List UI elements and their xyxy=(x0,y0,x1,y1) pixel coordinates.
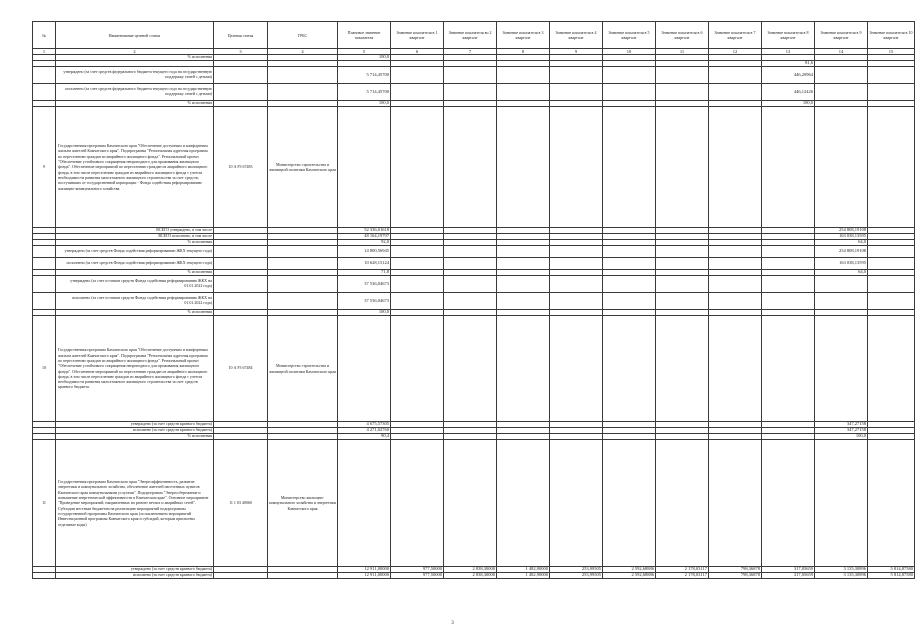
table-row xyxy=(33,293,915,310)
table-row xyxy=(33,258,915,270)
column-number: 1 xyxy=(33,49,56,55)
value-cell: 977,50000 xyxy=(391,573,444,579)
table-row xyxy=(33,67,915,84)
program-name: Государственная программа Камчатского края "Обеспечение доступным и комфортным жильем жителей Камчатского края". Подпрограмма "Региональная адресная программа по переселению граждан из аварийного жилищного фонда". Региональный проект "Обеспечение устойчивого сокращения непригодного для проживания жилищного фонда". Обеспечение мероприятий по переселению граждан из аварийного жилищного фонда, в том числе переселению граждан из аварийного жилищного фонда с учетом необходимости развития малоэтажного жилищного строительства за счет средств краевого бюджета. xyxy=(56,316,214,422)
plan-value: 10 628,15124 xyxy=(338,258,391,270)
row-label: ВСЕГО утверждено, в том числе xyxy=(56,228,214,234)
column-number: 13 xyxy=(762,49,815,55)
item-10-header-row xyxy=(33,316,915,422)
value-cell: 317,05659 xyxy=(762,567,815,573)
value-cell: 100,0 xyxy=(815,434,868,440)
report-sheet xyxy=(32,21,913,579)
column-number: 5 xyxy=(338,49,391,55)
row-label: % исполнения xyxy=(56,55,214,61)
row-label: утверждено (за счет средств федерального бюджета текущего года на государственную поддержку семей с детьми) xyxy=(56,67,214,84)
value-cell: 446,20964 xyxy=(762,67,815,84)
value-cell xyxy=(815,293,868,310)
value-cell: 3 135,30896 xyxy=(815,573,868,579)
table-row xyxy=(33,276,915,293)
value-cell: 163 038,13595 xyxy=(815,258,868,270)
program-name: Государственная программа Камчатского края "Энергоэффективность, развитие энергетики и коммунального хозяйства, обеспечение жителей населенных пунктов Камчатского края коммунальными услугами". Подпрограмма "Энергосбережение и повышение энергетической эффективности в Камчатском крае". Основное мероприятие "Проведение мероприятий, направленных на ремонт ветхих и аварийных сетей". Субсидии местным бюджетам на реализацию мероприятий подпрограммы государственной программы Камчатского края (за исключением мероприятий Инвестиционной программы Камчатского края и субсидий, которым присвоены отдельные коды) xyxy=(56,440,214,567)
plan-value: 92,0 xyxy=(338,240,391,246)
plan-value: 12 911,00000 xyxy=(338,573,391,579)
value-cell: 3 135,30896 xyxy=(815,567,868,573)
header-q10: Значение показателя в 10 квартале xyxy=(868,22,915,49)
plan-value: 100,0 xyxy=(338,55,391,61)
value-cell: 347,27158 xyxy=(815,422,868,428)
header-plan: Плановое значение показателя xyxy=(338,22,391,49)
item-9-header-row xyxy=(33,107,915,228)
value-cell: 64,0 xyxy=(815,270,868,276)
value-cell: 2 178,03117 xyxy=(656,573,709,579)
column-number: 15 xyxy=(868,49,915,55)
page-number: 3 xyxy=(451,621,454,626)
plan-value: 4 271,02760 xyxy=(338,428,391,434)
value-cell: 81,6 xyxy=(762,61,815,67)
row-label: % исполнения xyxy=(56,310,214,316)
row-label: % исполнения xyxy=(56,270,214,276)
value-cell: 2 838,30000 xyxy=(444,573,497,579)
target-code: 11 1 03 40060 xyxy=(214,440,268,567)
header-grbs: ГРБС xyxy=(268,22,338,49)
header-q2: Значение показателя во 2 квартале xyxy=(444,22,497,49)
grbs-name: Министерство жилищно-коммунального хозяйства и энергетики Камчатского края xyxy=(268,440,338,567)
plan-value: 100,0 xyxy=(338,101,391,107)
value-cell: 5 814,87580 xyxy=(868,573,915,579)
table-row xyxy=(33,573,915,579)
value-cell: 798,36878 xyxy=(709,567,762,573)
value-cell: 1 482,90000 xyxy=(497,573,550,579)
plan-value: 5 714,45700 xyxy=(338,67,391,84)
item-number: 10 xyxy=(33,316,56,422)
row-label: утверждено (за счет средств краевого бюджета) xyxy=(56,567,214,573)
target-code: 10 А F3 67484 xyxy=(214,316,268,422)
plan-value: 4 675,57305 xyxy=(338,422,391,428)
table-row xyxy=(33,246,915,258)
column-number: 6 xyxy=(391,49,444,55)
header-name: Наименование целевой статьи xyxy=(56,22,214,49)
item-number: 9 xyxy=(33,107,56,228)
budget-table xyxy=(32,21,915,579)
plan-value: 37 536,04673 xyxy=(338,293,391,310)
value-cell: 317,05659 xyxy=(762,573,815,579)
column-number: 3 xyxy=(214,49,268,55)
header-q8: Значение показателя в 8 квартале xyxy=(762,22,815,49)
value-cell: 1 482,90000 xyxy=(497,567,550,573)
row-label: утверждено (за счет остатков средств Фонда содействия реформированию ЖКХ на 01.01.2022 года) xyxy=(56,276,214,293)
value-cell: 254 808,19108 xyxy=(815,228,868,234)
value-cell: 2 592,68886 xyxy=(603,573,656,579)
column-number: 4 xyxy=(268,49,338,55)
plan-value: 71,8 xyxy=(338,270,391,276)
value-cell: 347,27158 xyxy=(815,428,868,434)
header-code: Целевая статья xyxy=(214,22,268,49)
value-cell: 253,99505 xyxy=(550,573,603,579)
column-number: 9 xyxy=(550,49,603,55)
value-cell: 2 838,30000 xyxy=(444,567,497,573)
column-number: 11 xyxy=(656,49,709,55)
plan-value: 100,0 xyxy=(338,310,391,316)
header-num: № xyxy=(33,22,56,49)
row-label: исполнено (за счет средств краевого бюджета) xyxy=(56,428,214,434)
plan-value: 14 800,56945 xyxy=(338,246,391,258)
program-name: Государственная программа Камчатского края "Обеспечение доступным и комфортным жильем жителей Камчатского края". Подпрограмма "Региональная адресная программа по переселению граждан из аварийного жилищного фонда". Региональный проект "Обеспечение устойчивого сокращения непригодного для проживания жилищного фонда". Обеспечение мероприятий по переселению граждан из аварийного жилищного фонда, в том числе переселению граждан из аварийного жилищного фонда с учетом необходимости развития малоэтажного жилищного строительства за счет средств, поступивших от государственной корпорации - Фонда содействия реформированию жилищно-коммунального хозяйства. xyxy=(56,107,214,228)
row-label: % исполнения xyxy=(56,434,214,440)
plan-value: 37 536,04673 xyxy=(338,276,391,293)
item-number: 11 xyxy=(33,440,56,567)
header-q5: Значение показателя в 5 квартале xyxy=(603,22,656,49)
row-label: утверждено (за счет средств краевого бюджета) xyxy=(56,422,214,428)
plan-value: 12 911,00000 xyxy=(338,567,391,573)
column-number: 14 xyxy=(815,49,868,55)
grbs-name: Министерство строительства и жилищной политики Камчатского края xyxy=(268,107,338,228)
row-label: утверждено (за счет средств Фонда содействия реформированию ЖКХ текущего года) xyxy=(56,246,214,258)
grbs-name: Министерство строительства и жилищной политики Камчатского края xyxy=(268,316,338,422)
value-cell: 64,0 xyxy=(815,240,868,246)
value-cell: 977,50000 xyxy=(391,567,444,573)
value-cell: 446,12426 xyxy=(762,84,815,101)
column-number: 8 xyxy=(497,49,550,55)
column-number: 10 xyxy=(603,49,656,55)
header-q3: Значение показателя в 3 квартале xyxy=(497,22,550,49)
value-cell: 798,36878 xyxy=(709,573,762,579)
column-number: 2 xyxy=(56,49,214,55)
plan-value: 5 714,45700 xyxy=(338,84,391,101)
column-number: 7 xyxy=(444,49,497,55)
value-cell xyxy=(815,276,868,293)
plan-value: 48 164,19797 xyxy=(338,234,391,240)
value-cell: 163 038,13595 xyxy=(815,234,868,240)
item-11-header-row xyxy=(33,440,915,567)
plan-value: 90,4 xyxy=(338,434,391,440)
row-label: ВСЕГО исполнено, в том числе xyxy=(56,234,214,240)
row-label: исполнено (за счет средств федерального бюджета текущего года на государственную поддержку семей с детьми) xyxy=(56,84,214,101)
header-q7: Значение показателя в 7 квартале xyxy=(709,22,762,49)
value-cell: 254 808,19108 xyxy=(815,246,868,258)
table-row xyxy=(33,84,915,101)
header-q9: Значение показателя в 9 квартале xyxy=(815,22,868,49)
plan-value: 52 336,01618 xyxy=(338,228,391,234)
value-cell: 253,99505 xyxy=(550,567,603,573)
value-cell: 5 814,87580 xyxy=(868,567,915,573)
value-cell: 2 178,03117 xyxy=(656,567,709,573)
header-q6: Значение показателя в 6 квартале xyxy=(656,22,709,49)
row-label: исполнено (за счет остатков средств Фонда содействия реформированию ЖКХ на 01.01.2022 года) xyxy=(56,293,214,310)
row-label: % исполнения xyxy=(56,240,214,246)
header-q1: Значение показателя в 1 квартале xyxy=(391,22,444,49)
target-code: 10 А F3 67483 xyxy=(214,107,268,228)
value-cell: 100,0 xyxy=(762,101,815,107)
row-label: % исполнения xyxy=(56,101,214,107)
header-q4: Значение показателя в 4 квартале xyxy=(550,22,603,49)
row-label: исполнено (за счет средств Фонда содействия реформированию ЖКХ текущего года) xyxy=(56,258,214,270)
header-row xyxy=(33,22,915,49)
column-number: 12 xyxy=(709,49,762,55)
value-cell: 2 592,68886 xyxy=(603,567,656,573)
row-label: исполнено (за счет средств краевого бюджета) xyxy=(56,573,214,579)
